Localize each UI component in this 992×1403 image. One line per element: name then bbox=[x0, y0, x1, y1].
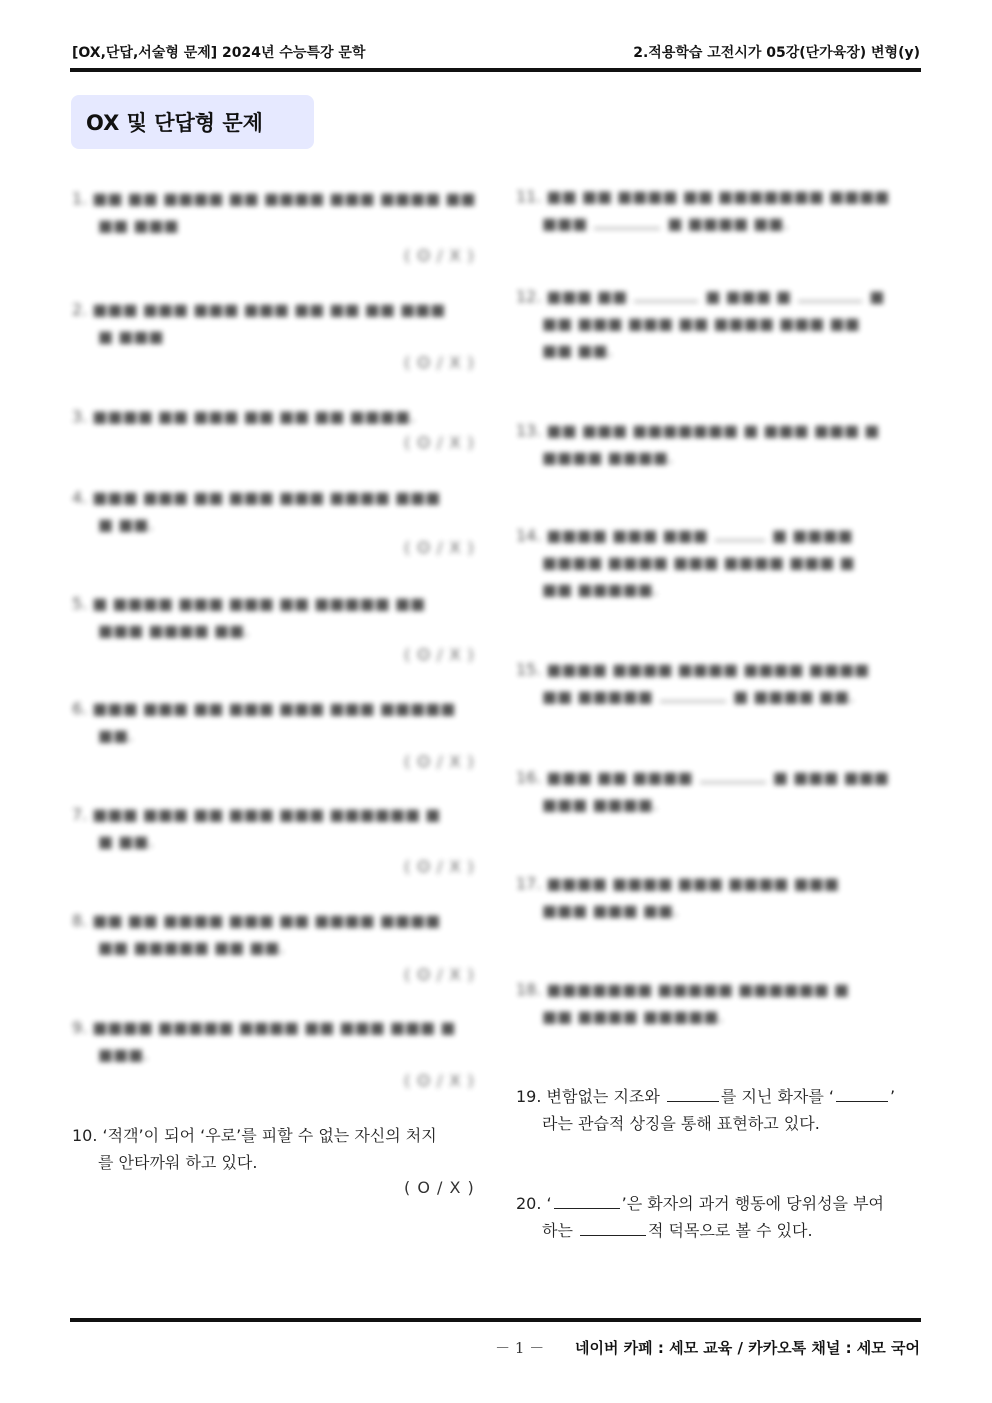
question-10-line2: 를 안타까워 하고 있다. bbox=[98, 1153, 258, 1172]
ox-mark-3: ( O / X ) bbox=[404, 433, 475, 452]
question-14-blurred: 14. ■■■■ ■■■ ■■■ ■ ■■■■ ■■■■ ■■■■ ■■■ ■■■■ ■■■ ■ ■■ ■■■■■. bbox=[516, 526, 855, 599]
answer-blank[interactable] bbox=[836, 1086, 888, 1102]
question-7-blurred: 7. ■■■ ■■■ ■■ ■■■ ■■■ ■■■■■■ ■ ■ ■■. bbox=[72, 805, 441, 851]
answer-blank[interactable] bbox=[580, 1220, 646, 1236]
question-16-blurred: 16. ■■■ ■■ ■■■■ ■ ■■■ ■■■ ■■■ ■■■■. bbox=[516, 768, 889, 814]
question-19-text-c: ’ bbox=[890, 1087, 896, 1106]
page-number: － 1 － bbox=[495, 1339, 545, 1357]
ox-mark-4: ( O / X ) bbox=[404, 538, 475, 557]
footer-rule bbox=[70, 1318, 921, 1322]
question-20-text-d: 적 덕목으로 볼 수 있다. bbox=[648, 1221, 813, 1240]
footer bbox=[495, 1337, 920, 1358]
question-19-text-a: 19. 변함없는 지조와 bbox=[516, 1087, 660, 1106]
ox-mark-8: ( O / X ) bbox=[404, 965, 475, 984]
ox-mark-10: ( O / X ) bbox=[404, 1178, 475, 1197]
question-8-blurred: 8. ■■ ■■ ■■■■ ■■■ ■■ ■■■■ ■■■■ ■■ ■■■■■ ■■ ■■. bbox=[72, 911, 441, 957]
ox-mark-7: ( O / X ) bbox=[404, 857, 475, 876]
question-9-blurred: 9. ■■■■ ■■■■■ ■■■■ ■■ ■■■ ■■■ ■ ■■■. bbox=[72, 1018, 456, 1064]
question-13-blurred: 13. ■■ ■■■ ■■■■■■■ ■ ■■■ ■■■ ■ ■■■■ ■■■■. bbox=[516, 421, 880, 467]
question-11-blurred: 11. ■■ ■■ ■■■■ ■■ ■■■■■■■ ■■■■ ■■■ ■ ■■■■ ■■. bbox=[516, 187, 890, 233]
question-12-blurred: 12. ■■■ ■■ ■ ■■■ ■ ■ ■■ ■■■ ■■■ ■■ ■■■■ ■■■ ■■ ■■ ■■. bbox=[516, 287, 885, 360]
header-right-title: 2.적용학습 고전시가 05강(단가육장) 변형(y) bbox=[633, 45, 920, 61]
question-17-blurred: 17. ■■■■ ■■■■ ■■■ ■■■■ ■■■ ■■■ ■■■ ■■. bbox=[516, 874, 839, 920]
question-20 bbox=[516, 1190, 921, 1244]
question-6-blurred: 6. ■■■ ■■■ ■■ ■■■ ■■■ ■■■ ■■■■■ ■■. bbox=[72, 699, 456, 745]
question-20-text-c: 하는 bbox=[542, 1221, 573, 1240]
question-3-blurred: 3. ■■■■ ■■ ■■■ ■■ ■■ ■■ ■■■■. bbox=[72, 407, 416, 426]
ox-mark-6: ( O / X ) bbox=[404, 752, 475, 771]
question-10 bbox=[72, 1122, 478, 1176]
question-19-line2: 라는 관습적 상징을 통해 표현하고 있다. bbox=[542, 1114, 820, 1133]
section-title: OX 및 단답형 문제 bbox=[71, 95, 314, 149]
question-20-text-a: 20. ‘ bbox=[516, 1194, 552, 1213]
answer-blank[interactable] bbox=[554, 1193, 620, 1209]
ox-mark-2: ( O / X ) bbox=[404, 353, 475, 372]
answer-blank[interactable] bbox=[667, 1086, 719, 1102]
ox-mark-1: ( O / X ) bbox=[404, 246, 475, 265]
question-19-text-b: 를 지닌 화자를 ‘ bbox=[720, 1087, 834, 1106]
footer-channel-info: 네이버 카페 : 세모 교육 / 카카오톡 채널 : 세모 국어 bbox=[574, 1339, 920, 1357]
question-5-blurred: 5. ■ ■■■■ ■■■ ■■■ ■■ ■■■■■ ■■ ■■■ ■■■■ ■■. bbox=[72, 594, 426, 640]
question-4-blurred: 4. ■■■ ■■■ ■■ ■■■ ■■■ ■■■■ ■■■ ■ ■■. bbox=[72, 488, 441, 534]
question-20-text-b: ’은 화자의 과거 행동에 당위성을 부여 bbox=[621, 1194, 884, 1213]
ox-mark-9: ( O / X ) bbox=[404, 1071, 475, 1090]
ox-mark-5: ( O / X ) bbox=[404, 645, 475, 664]
question-15-blurred: 15. ■■■■ ■■■■ ■■■■ ■■■■ ■■■■ ■■ ■■■■■ ■ ■■■■ ■■. bbox=[516, 660, 870, 706]
question-18-blurred: 18. ■■■■■■■ ■■■■■ ■■■■■■ ■ ■■ ■■■■ ■■■■■. bbox=[516, 980, 850, 1026]
header-rule bbox=[70, 68, 921, 72]
question-19 bbox=[516, 1083, 921, 1137]
question-2-blurred: 2. ■■■ ■■■ ■■■ ■■■ ■■ ■■ ■■ ■■■ ■ ■■■ bbox=[72, 300, 446, 346]
header-left-title: [OX,단답,서술형 문제] 2024년 수능특강 문학 bbox=[72, 45, 366, 61]
question-1-blurred: 1. ■■ ■■ ■■■■ ■■ ■■■■ ■■■ ■■■■ ■■ ■■ ■■■ bbox=[72, 189, 476, 235]
question-10-line1: 10. ‘적객’이 되어 ‘우로’를 피할 수 없는 자신의 처지 bbox=[72, 1126, 437, 1145]
